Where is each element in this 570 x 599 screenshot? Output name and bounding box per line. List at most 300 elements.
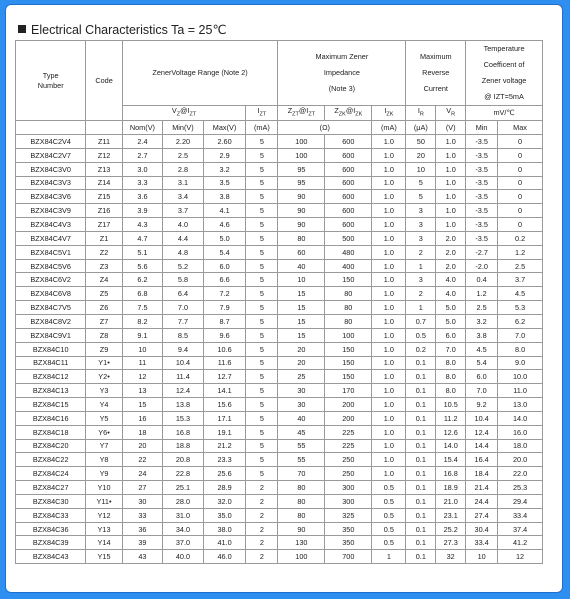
cell-min-v: 2.5: [163, 148, 204, 162]
cell-min-v: 7.7: [163, 314, 204, 328]
cell-zzk: 300: [325, 494, 372, 508]
cell-max-v: 2.9: [203, 148, 246, 162]
table-row: [16, 467, 543, 481]
cell-max-v: 7.2: [203, 287, 246, 301]
cell-code: Z16: [86, 204, 122, 218]
cell-code: Y3: [86, 384, 122, 398]
cell-zzk: 250: [325, 453, 372, 467]
cell-tc-max: 2.5: [498, 259, 543, 273]
cell-ir: 3: [406, 231, 436, 245]
cell-izt: 5: [246, 162, 278, 176]
cell-zzk: 225: [325, 425, 372, 439]
header-min-v: Min(V): [163, 121, 204, 135]
cell-izt: 5: [246, 135, 278, 149]
cell-zzt: 60: [278, 245, 325, 259]
header-vr: $V_R$: [436, 106, 466, 121]
cell-ir: 1: [406, 301, 436, 315]
cell-zzt: 55: [278, 453, 325, 467]
cell-vr: 18.9: [436, 481, 466, 495]
cell-nom-v: 20: [122, 439, 163, 453]
cell-vr: 1.0: [436, 218, 466, 232]
cell-min-v: 34.0: [163, 522, 204, 536]
cell-tc-max: 12: [498, 550, 543, 564]
cell-izk: 1.0: [372, 439, 406, 453]
cell-type-number: BZX84C6V8: [16, 287, 86, 301]
cell-max-v: 32.0: [203, 494, 246, 508]
cell-tc-max: 10.0: [498, 370, 543, 384]
cell-code: Z11: [86, 135, 122, 149]
cell-izt: 2: [246, 550, 278, 564]
cell-type-number: BZX84C4V3: [16, 218, 86, 232]
cell-ir: 0.1: [406, 398, 436, 412]
cell-ir: 0.1: [406, 439, 436, 453]
cell-ir: 20: [406, 148, 436, 162]
cell-max-v: 21.2: [203, 439, 246, 453]
table-row: [16, 494, 543, 508]
cell-code: Y6•: [86, 425, 122, 439]
cell-type-number: BZX84C2V7: [16, 148, 86, 162]
cell-nom-v: 7.5: [122, 301, 163, 315]
cell-type-number: BZX84C30: [16, 494, 86, 508]
cell-vr: 2.0: [436, 231, 466, 245]
cell-izt: 5: [246, 245, 278, 259]
cell-nom-v: 5.1: [122, 245, 163, 259]
cell-zzk: 80: [325, 314, 372, 328]
cell-izt: 5: [246, 176, 278, 190]
table-row: [16, 190, 543, 204]
cell-tc-min: 24.4: [466, 494, 498, 508]
cell-code: Y10: [86, 481, 122, 495]
cell-nom-v: 39: [122, 536, 163, 550]
table-row: [16, 162, 543, 176]
cell-nom-v: 5.6: [122, 259, 163, 273]
cell-max-v: 3.5: [203, 176, 246, 190]
cell-ir: 0.1: [406, 536, 436, 550]
cell-tc-min: 9.2: [466, 398, 498, 412]
table-body: [16, 135, 543, 564]
cell-vr: 1.0: [436, 176, 466, 190]
cell-zzt: 25: [278, 370, 325, 384]
cell-ir: 1: [406, 259, 436, 273]
cell-izk: 0.5: [372, 508, 406, 522]
cell-zzk: 500: [325, 231, 372, 245]
cell-max-v: 23.3: [203, 453, 246, 467]
cell-nom-v: 6.2: [122, 273, 163, 287]
cell-ir: 0.5: [406, 328, 436, 342]
cell-code: Y4: [86, 398, 122, 412]
cell-max-v: 38.0: [203, 522, 246, 536]
cell-tc-max: 0: [498, 162, 543, 176]
cell-tc-max: 11.0: [498, 384, 543, 398]
cell-vr: 23.1: [436, 508, 466, 522]
cell-ir: 5: [406, 176, 436, 190]
cell-min-v: 3.4: [163, 190, 204, 204]
cell-vr: 27.3: [436, 536, 466, 550]
cell-zzt: 15: [278, 301, 325, 315]
section-heading: [18, 22, 226, 38]
cell-max-v: 9.6: [203, 328, 246, 342]
cell-izt: 5: [246, 273, 278, 287]
cell-vr: 1.0: [436, 135, 466, 149]
cell-code: Y1•: [86, 356, 122, 370]
cell-code: Z9: [86, 342, 122, 356]
cell-ir: 0.1: [406, 356, 436, 370]
cell-vr: 1.0: [436, 190, 466, 204]
cell-vr: 32: [436, 550, 466, 564]
cell-izk: 1.0: [372, 453, 406, 467]
cell-tc-min: 33.4: [466, 536, 498, 550]
cell-tc-min: 27.4: [466, 508, 498, 522]
cell-ir: 2: [406, 245, 436, 259]
cell-tc-max: 29.4: [498, 494, 543, 508]
cell-izt: 2: [246, 481, 278, 495]
heading-text: Electrical Characteristics Ta = 25℃: [31, 23, 227, 37]
cell-tc-min: -2.7: [466, 245, 498, 259]
cell-nom-v: 13: [122, 384, 163, 398]
cell-zzk: 350: [325, 522, 372, 536]
cell-code: Z5: [86, 287, 122, 301]
cell-zzt: 90: [278, 204, 325, 218]
cell-tc-max: 9.0: [498, 356, 543, 370]
cell-izt: 5: [246, 148, 278, 162]
cell-max-v: 35.0: [203, 508, 246, 522]
cell-tc-min: 14.4: [466, 439, 498, 453]
cell-max-v: 6.6: [203, 273, 246, 287]
table-row: [16, 508, 543, 522]
cell-type-number: BZX84C7V5: [16, 301, 86, 315]
cell-izt: 5: [246, 398, 278, 412]
cell-zzk: 250: [325, 467, 372, 481]
cell-ir: 3: [406, 273, 436, 287]
cell-max-v: 4.1: [203, 204, 246, 218]
cell-tc-min: 10.4: [466, 411, 498, 425]
cell-type-number: BZX84C24: [16, 467, 86, 481]
cell-nom-v: 3.3: [122, 176, 163, 190]
cell-vr: 14.0: [436, 439, 466, 453]
header-temp-coefficient: Temperature Coefficent of Zener voltage @ IZT=5mA: [466, 41, 543, 106]
cell-izt: 2: [246, 494, 278, 508]
cell-type-number: BZX84C9V1: [16, 328, 86, 342]
cell-tc-max: 0: [498, 218, 543, 232]
cell-ir: 0.1: [406, 384, 436, 398]
cell-vr: 8.0: [436, 384, 466, 398]
header-zzt: $Z_{ZT}@I_{ZT}$: [278, 106, 325, 121]
cell-izk: 1.0: [372, 204, 406, 218]
cell-code: Z12: [86, 148, 122, 162]
cell-min-v: 28.0: [163, 494, 204, 508]
cell-izt: 5: [246, 425, 278, 439]
header-izt: $I_{ZT}$: [246, 106, 278, 121]
cell-ir: 0.1: [406, 425, 436, 439]
cell-tc-max: 0: [498, 135, 543, 149]
header-izk-unit: (mA): [372, 121, 406, 135]
cell-min-v: 10.4: [163, 356, 204, 370]
cell-tc-max: 37.4: [498, 522, 543, 536]
table-row: [16, 453, 543, 467]
cell-izk: 1.0: [372, 301, 406, 315]
cell-type-number: BZX84C5V6: [16, 259, 86, 273]
cell-tc-min: -3.5: [466, 176, 498, 190]
cell-zzt: 15: [278, 328, 325, 342]
cell-tc-max: 5.3: [498, 301, 543, 315]
cell-min-v: 40.0: [163, 550, 204, 564]
cell-tc-max: 0: [498, 148, 543, 162]
cell-izt: 5: [246, 259, 278, 273]
cell-izt: 5: [246, 328, 278, 342]
cell-ir: 0.1: [406, 494, 436, 508]
cell-izk: 1.0: [372, 273, 406, 287]
cell-tc-max: 13.0: [498, 398, 543, 412]
cell-tc-max: 16.0: [498, 425, 543, 439]
table-row: [16, 550, 543, 564]
table-row: [16, 135, 543, 149]
cell-nom-v: 4.3: [122, 218, 163, 232]
cell-vr: 8.0: [436, 356, 466, 370]
cell-min-v: 4.0: [163, 218, 204, 232]
header-ir: $I_R$: [406, 106, 436, 121]
cell-izk: 1.0: [372, 148, 406, 162]
header-tc-min: Min: [466, 121, 498, 135]
cell-izk: 1.0: [372, 356, 406, 370]
cell-tc-min: -3.5: [466, 218, 498, 232]
cell-tc-max: 14.0: [498, 411, 543, 425]
cell-tc-max: 6.2: [498, 314, 543, 328]
cell-ir: 50: [406, 135, 436, 149]
header-type-blank: [16, 121, 86, 135]
table-row: [16, 301, 543, 315]
cell-izk: 1.0: [372, 135, 406, 149]
cell-vr: 2.0: [436, 245, 466, 259]
cell-code: Z13: [86, 162, 122, 176]
cell-tc-min: 16.4: [466, 453, 498, 467]
cell-max-v: 46.0: [203, 550, 246, 564]
cell-zzk: 600: [325, 135, 372, 149]
cell-min-v: 7.0: [163, 301, 204, 315]
cell-max-v: 5.0: [203, 231, 246, 245]
cell-type-number: BZX84C2V4: [16, 135, 86, 149]
cell-tc-max: 41.2: [498, 536, 543, 550]
cell-zzk: 170: [325, 384, 372, 398]
cell-zzt: 80: [278, 231, 325, 245]
cell-tc-min: 10: [466, 550, 498, 564]
cell-min-v: 22.8: [163, 467, 204, 481]
cell-zzk: 225: [325, 439, 372, 453]
cell-tc-max: 1.2: [498, 245, 543, 259]
cell-code: Z2: [86, 245, 122, 259]
cell-max-v: 11.6: [203, 356, 246, 370]
cell-nom-v: 6.8: [122, 287, 163, 301]
cell-type-number: BZX84C5V1: [16, 245, 86, 259]
cell-type-number: BZX84C27: [16, 481, 86, 495]
cell-ir: 0.1: [406, 481, 436, 495]
cell-type-number: BZX84C15: [16, 398, 86, 412]
cell-tc-max: 18.0: [498, 439, 543, 453]
cell-ir: 2: [406, 287, 436, 301]
cell-type-number: BZX84C43: [16, 550, 86, 564]
header-izt-unit: (mA): [246, 121, 278, 135]
cell-zzt: 100: [278, 135, 325, 149]
cell-ir: 0.1: [406, 522, 436, 536]
cell-code: Y11•: [86, 494, 122, 508]
header-nom-v: Nom(V): [122, 121, 163, 135]
cell-zzk: 600: [325, 176, 372, 190]
cell-izk: 1.0: [372, 218, 406, 232]
cell-type-number: BZX84C13: [16, 384, 86, 398]
cell-vr: 2.0: [436, 259, 466, 273]
cell-izk: 0.5: [372, 522, 406, 536]
cell-izk: 1.0: [372, 245, 406, 259]
cell-nom-v: 2.4: [122, 135, 163, 149]
cell-nom-v: 22: [122, 453, 163, 467]
header-zzk: $Z_{ZK}@I_{ZK}$: [325, 106, 372, 121]
cell-tc-min: 0.4: [466, 273, 498, 287]
cell-min-v: 20.8: [163, 453, 204, 467]
cell-type-number: BZX84C6V2: [16, 273, 86, 287]
cell-zzt: 40: [278, 411, 325, 425]
cell-min-v: 18.8: [163, 439, 204, 453]
cell-zzk: 80: [325, 301, 372, 315]
cell-max-v: 3.8: [203, 190, 246, 204]
cell-izt: 2: [246, 508, 278, 522]
cell-min-v: 3.1: [163, 176, 204, 190]
cell-max-v: 14.1: [203, 384, 246, 398]
cell-type-number: BZX84C3V6: [16, 190, 86, 204]
cell-vr: 1.0: [436, 148, 466, 162]
cell-zzt: 70: [278, 467, 325, 481]
table-row: [16, 536, 543, 550]
cell-max-v: 15.6: [203, 398, 246, 412]
cell-type-number: BZX84C4V7: [16, 231, 86, 245]
cell-izt: 5: [246, 301, 278, 315]
cell-izt: 5: [246, 439, 278, 453]
cell-zzk: 150: [325, 356, 372, 370]
cell-tc-min: 30.4: [466, 522, 498, 536]
cell-max-v: 41.0: [203, 536, 246, 550]
cell-tc-max: 0: [498, 204, 543, 218]
cell-zzt: 95: [278, 176, 325, 190]
cell-zzt: 15: [278, 287, 325, 301]
cell-nom-v: 16: [122, 411, 163, 425]
cell-izk: 1.0: [372, 231, 406, 245]
header-izk: $I_{ZK}$: [372, 106, 406, 121]
cell-nom-v: 30: [122, 494, 163, 508]
cell-max-v: 3.2: [203, 162, 246, 176]
table-row: [16, 439, 543, 453]
cell-nom-v: 10: [122, 342, 163, 356]
cell-tc-min: -3.5: [466, 162, 498, 176]
cell-min-v: 6.4: [163, 287, 204, 301]
cell-type-number: BZX84C12: [16, 370, 86, 384]
cell-nom-v: 18: [122, 425, 163, 439]
cell-izt: 5: [246, 190, 278, 204]
table-row: [16, 425, 543, 439]
cell-max-v: 4.6: [203, 218, 246, 232]
cell-type-number: BZX84C33: [16, 508, 86, 522]
cell-min-v: 11.4: [163, 370, 204, 384]
cell-zzt: 100: [278, 550, 325, 564]
cell-zzt: 80: [278, 494, 325, 508]
cell-zzk: 200: [325, 411, 372, 425]
cell-tc-max: 3.7: [498, 273, 543, 287]
table-row: [16, 273, 543, 287]
cell-code: Z7: [86, 314, 122, 328]
table-row: [16, 204, 543, 218]
header-vr-unit: (V): [436, 121, 466, 135]
table-row: [16, 370, 543, 384]
cell-type-number: BZX84C10: [16, 342, 86, 356]
cell-zzt: 90: [278, 218, 325, 232]
cell-vr: 16.8: [436, 467, 466, 481]
cell-code: Z1: [86, 231, 122, 245]
cell-nom-v: 12: [122, 370, 163, 384]
cell-min-v: 13.8: [163, 398, 204, 412]
table-row: [16, 218, 543, 232]
header-ohm-unit: (Ω): [278, 121, 372, 135]
cell-zzt: 40: [278, 259, 325, 273]
cell-izk: 1.0: [372, 328, 406, 342]
cell-izk: 1.0: [372, 190, 406, 204]
cell-zzk: 400: [325, 259, 372, 273]
header-mv-per-c: mV/℃: [466, 106, 543, 121]
cell-vr: 12.6: [436, 425, 466, 439]
cell-code: Y14: [86, 536, 122, 550]
cell-code: Z14: [86, 176, 122, 190]
cell-ir: 0.1: [406, 550, 436, 564]
table-row: [16, 411, 543, 425]
cell-type-number: BZX84C36: [16, 522, 86, 536]
cell-tc-max: 20.0: [498, 453, 543, 467]
cell-code: Z3: [86, 259, 122, 273]
cell-min-v: 15.3: [163, 411, 204, 425]
cell-tc-max: 22.0: [498, 467, 543, 481]
cell-zzk: 150: [325, 273, 372, 287]
cell-zzt: 80: [278, 481, 325, 495]
cell-max-v: 6.0: [203, 259, 246, 273]
cell-nom-v: 3.6: [122, 190, 163, 204]
cell-min-v: 4.8: [163, 245, 204, 259]
cell-vr: 10.5: [436, 398, 466, 412]
cell-min-v: 31.0: [163, 508, 204, 522]
cell-tc-max: 0.2: [498, 231, 543, 245]
cell-ir: 0.1: [406, 453, 436, 467]
cell-nom-v: 24: [122, 467, 163, 481]
cell-izk: 1.0: [372, 411, 406, 425]
bullet-square-icon: [18, 25, 26, 33]
cell-code: Y9: [86, 467, 122, 481]
cell-tc-min: 12.4: [466, 425, 498, 439]
table-row: [16, 398, 543, 412]
header-code-blank: [86, 121, 122, 135]
table-row: [16, 259, 543, 273]
cell-izk: 1.0: [372, 342, 406, 356]
table-row: [16, 231, 543, 245]
cell-tc-max: 7.0: [498, 328, 543, 342]
table-row: [16, 176, 543, 190]
cell-max-v: 10.6: [203, 342, 246, 356]
cell-izk: 1.0: [372, 176, 406, 190]
cell-type-number: BZX84C39: [16, 536, 86, 550]
cell-tc-min: 2.5: [466, 301, 498, 315]
cell-izk: 1.0: [372, 467, 406, 481]
cell-nom-v: 4.7: [122, 231, 163, 245]
cell-tc-min: 4.5: [466, 342, 498, 356]
cell-vr: 4.0: [436, 273, 466, 287]
cell-min-v: 5.8: [163, 273, 204, 287]
header-impedance: Maximum Zener Impedance (Note 3): [278, 41, 406, 106]
cell-izk: 1.0: [372, 398, 406, 412]
header-ir-unit: (μA): [406, 121, 436, 135]
cell-izk: 0.5: [372, 481, 406, 495]
